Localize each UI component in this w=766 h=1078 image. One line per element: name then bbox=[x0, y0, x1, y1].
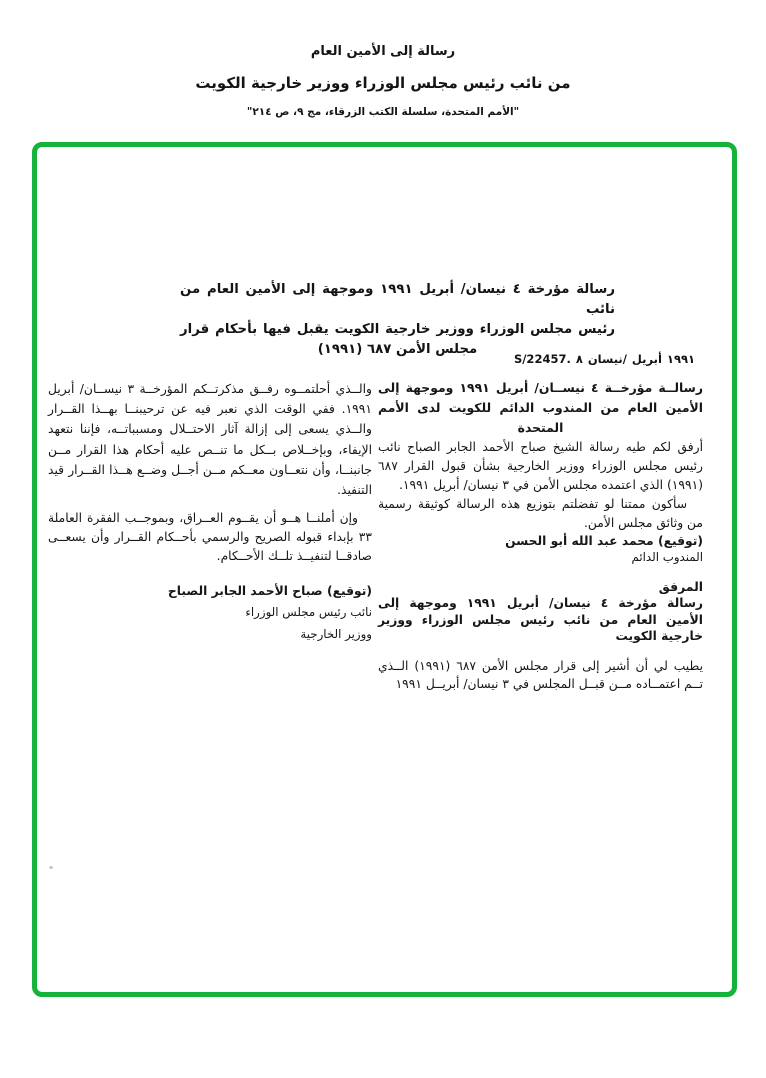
document-title bbox=[180, 280, 615, 360]
cover-letter-signature-title: المندوب الدائم bbox=[631, 550, 703, 564]
annex-paragraph-2: والــذي أحلتمــوه رفــق مذكرتــكم المؤرخــة ٣ نيســان/ أبريل ١٩٩١. ففي الوقت الذي نعبر فيه عن ترحيبنــا بهــذا القــرار والــذي يسعى إلى إزالة آثار الاحتــلال ومسبباتــه، فإننا نتعهد الإيفاء، وبإخــلاص بــكل ما تنــص عليه أحكام هذا القرار مــن جانبنــا، وأن نتعــاون معــكم مــن أجــل وضــع هــذا القــرار قيد التنفيذ. bbox=[48, 382, 372, 498]
column-right bbox=[378, 378, 703, 705]
document-symbol: S/22457. bbox=[513, 352, 571, 366]
cover-letter-paragraph-2: سأكون ممتنا لو تفضلتم بتوزيع هذه الرسالة كوثيقة رسمية من وثائق مجلس الأمن. bbox=[378, 497, 703, 530]
date-day: ٨ bbox=[575, 352, 583, 366]
page-header-title: رسالة إلى الأمين العام bbox=[310, 44, 456, 59]
document-title-line-2: رئيس مجلس الوزراء ووزير خارجية الكويت يقبل فيها بأحكام قرار bbox=[180, 322, 615, 337]
annex-label: المرفق bbox=[658, 579, 703, 594]
document-title-line-3: مجلس الأمن ٦٨٧ (١٩٩١) bbox=[317, 342, 478, 357]
annex-signature-title-2: ووزير الخارجية bbox=[300, 627, 372, 642]
annex-paragraph-3: وإن أملنــا هــو أن يقــوم العــراق، وبموجــب الفقرة العاملة ٣٣ بإبداء قبوله الصريح والرسمي بأحــكام القــرار وأن يسعــى صادقــا لتنفيــذ تلــك الأحــكام. bbox=[48, 511, 372, 564]
cover-letter-paragraph-1: أرفق لكم طيه رسالة الشيخ صباح الأحمد الجابر الصباح نائب رئيس مجلس الوزراء ووزير الخارجية بشأن قبول القرار ٦٨٧ (١٩٩١) الذي اعتمده مجلس الأمن في ٣ نيسان/ أبريل ١٩٩١. bbox=[378, 440, 703, 492]
date-month-nisan: نيسان/ bbox=[587, 352, 627, 366]
annex-signature: (توقيع) صباح الأحمد الجابر الصباح bbox=[167, 584, 372, 599]
column-left bbox=[48, 379, 372, 641]
page-header-source-note: "الأمم المتحدة، سلسلة الكتب الزرقاء، مج ٩، ص ٢١٤" bbox=[246, 106, 520, 118]
date-year: ١٩٩١ bbox=[666, 352, 695, 366]
cover-letter-signature: (توقيع) محمد عبد الله أبو الحسن bbox=[505, 534, 703, 548]
annex-paragraph-1: يطيب لي أن أشير إلى قرار مجلس الأمن ٦٨٧ (١٩٩١) الــذي تــم اعتمــاده مــن قبــل المجلس في ٣ نيسان/ أبريــل ١٩٩١ bbox=[378, 658, 704, 691]
document-symbol-date-line bbox=[455, 352, 695, 366]
annex-signature-title-1: نائب رئيس مجلس الوزراء bbox=[245, 605, 372, 620]
date-month-april: أبريل bbox=[631, 352, 662, 366]
annex-heading: رسالة مؤرخة ٤ نيسان/ أبريل ١٩٩١ وموجهة إلى الأمين العام من نائب رئيس مجلس الوزراء ووزير خارجية الكويت bbox=[378, 596, 703, 643]
scan-artifact-speck bbox=[49, 866, 53, 869]
document-title-line-1: رسالة مؤرخة ٤ نيسان/ أبريل ١٩٩١ وموجهة إلى الأمين العام من نائب bbox=[180, 282, 615, 317]
cover-letter-heading: رسالــة مؤرخــة ٤ نيســان/ أبريل ١٩٩١ وموجهة إلى الأمين العام من المندوب الدائم للكويت لدى الأمم المتحدة bbox=[378, 380, 703, 435]
page-header-subtitle: من نائب رئيس مجلس الوزراء ووزير خارجية الكويت bbox=[195, 74, 571, 92]
